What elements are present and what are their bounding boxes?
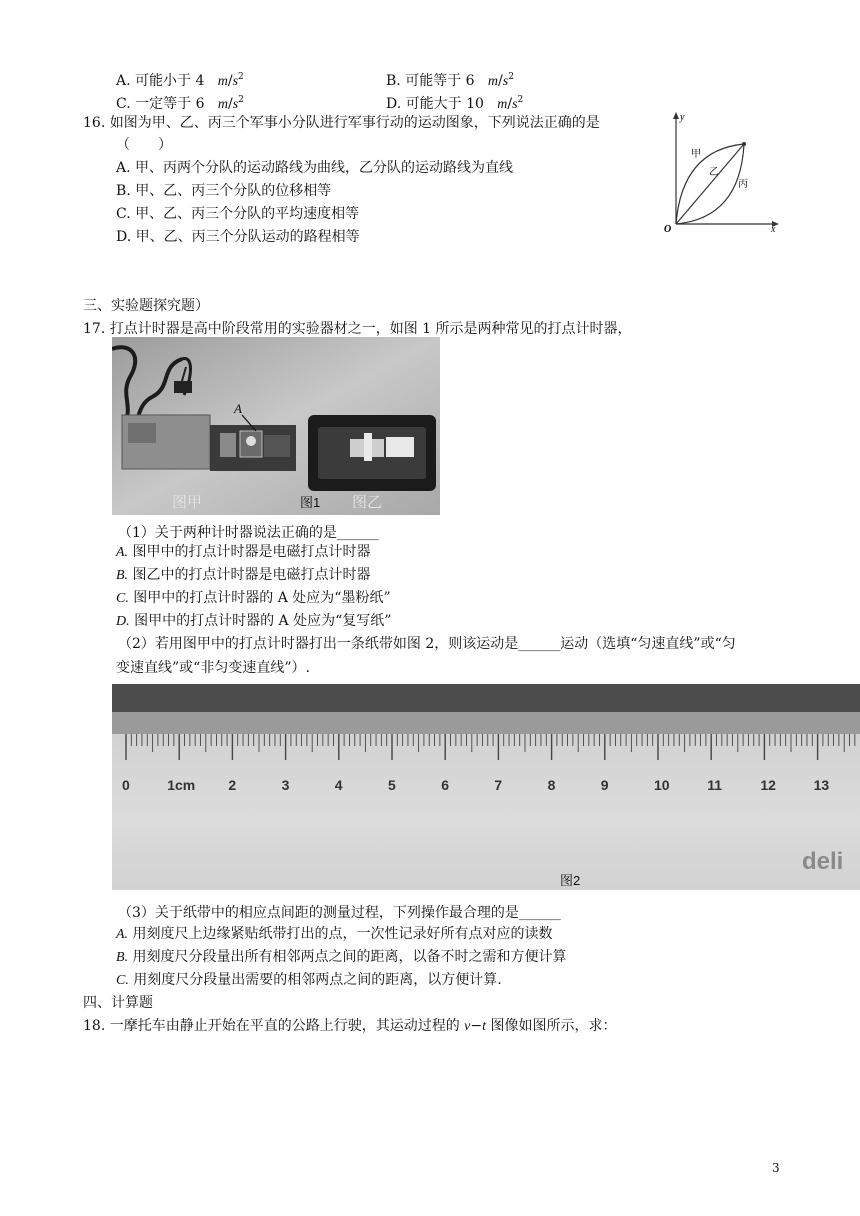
ruler-label: 1cm (167, 777, 196, 793)
q18-stem: 18. 一摩托车由静止开始在平直的公路上行驶，其运动过程的 v−t 图像如图所示，求： (83, 1018, 617, 1034)
t-symbol: t (482, 1019, 487, 1034)
q15-option-d-text: D. 可能大于 10 (386, 96, 484, 112)
origin-label: O (664, 224, 672, 235)
unit-s: s (512, 97, 518, 112)
q16-paren: （ ） (116, 137, 172, 153)
q16-motion-graph (660, 110, 780, 235)
ruler-body (112, 712, 860, 890)
q17-part1-option-d: D. 图甲中的打点计时器的 A 处应为“复写纸” (116, 613, 392, 629)
q17-stem: 17. 打点计时器是高中阶段常用的实验器材之一，如图 1 所示是两种常见的打点计时器， (83, 321, 632, 337)
ruler-label: 9 (600, 777, 609, 793)
ruler-drawing (112, 684, 860, 890)
paper-tape (112, 712, 860, 734)
q15-option-c-text: C. 一定等于 6 (116, 96, 205, 112)
unit-exp: 2 (508, 72, 514, 82)
v-symbol: v (464, 1019, 471, 1034)
ruler-label: 13 (813, 777, 830, 793)
fig2-caption: 图2 (560, 873, 581, 888)
q15-option-a: A. 可能小于 4 $m/s^2$ (116, 72, 244, 89)
q15-option-c: C. 一定等于 6 $m/s^2$ (116, 95, 244, 112)
unit-s: s (232, 97, 239, 112)
figure-1-photo (112, 337, 440, 515)
q17-part2-line1: （2）若用图甲中的打点计时器打出一条纸带如图 2，则该运动是______运动（选填“匀速直线”或“匀 (118, 636, 736, 652)
q17-part1-option-a: A. 图甲中的打点计时器是电磁打点计时器 (116, 544, 371, 560)
q17-part1-option-b: B. 图乙中的打点计时器是电磁打点计时器 (116, 567, 371, 583)
ruler-label: 2 (228, 777, 237, 793)
q16-option-d: D. 甲、乙、丙三个分队运动的路程相等 (116, 229, 360, 245)
section-3-title: 三、实验题探究题） (83, 298, 209, 314)
label-fig-yi: 图乙 (352, 493, 383, 511)
y-axis-label: y (680, 112, 685, 123)
unit-m: m (487, 74, 499, 89)
q16-option-c: C. 甲、乙、丙三个分队的平均速度相等 (116, 206, 360, 222)
unit-m: m (217, 97, 228, 112)
label-bing: 丙 (738, 179, 748, 190)
unit-exp: 2 (517, 95, 524, 105)
q17-part3-option-c: C. 用刻度尺分段量出需要的相邻两点之间的距离，以方便计算. (116, 972, 502, 988)
ruler-label: 8 (547, 777, 556, 793)
ruler-label: 4 (334, 777, 343, 793)
q16-option-a: A. 甲、丙两个分队的运动路线为曲线，乙分队的运动路线为直线 (116, 160, 514, 176)
ruler-label: 10 (654, 777, 670, 793)
ruler-label: 7 (494, 777, 503, 793)
figure-2-ruler-photo (112, 684, 860, 890)
label-fig-jia: 图甲 (172, 493, 203, 511)
x-axis-label: x (771, 224, 776, 235)
unit-exp: 2 (238, 95, 244, 105)
q17-part3-option-b: B. 用刻度尺分段量出所有相邻两点之间的距离，以备不时之需和方便计算 (116, 949, 567, 965)
page-number: 3 (772, 1161, 780, 1175)
ruler-label: 6 (441, 777, 449, 793)
unit-exp: 2 (238, 72, 244, 82)
label-fig1: 图1 (300, 495, 321, 510)
label-a: A (234, 401, 242, 416)
q17-part1-stem: （1）关于两种计时器说法正确的是______ (118, 525, 379, 541)
q15-option-b-text: B. 可能等于 6 (386, 73, 475, 89)
q15-option-a-text: A. 可能小于 4 (116, 73, 205, 89)
y-axis-arrow-icon (673, 112, 679, 119)
q15-option-d: D. 可能大于 10 $m/s^2$ (386, 95, 524, 112)
q17-part3-stem: （3）关于纸带中的相应点间距的测量过程，下列操作最合理的是______ (118, 905, 561, 921)
q17-part1-option-c: C. 图甲中的打点计时器的 A 处应为“墨粉纸” (116, 590, 391, 606)
unit-s: s (502, 74, 509, 89)
q17-part2-line2: 变速直线”或“非匀变速直线”）. (116, 660, 310, 676)
q16-option-b: B. 甲、乙、丙三个分队的位移相等 (116, 183, 332, 199)
ruler-label: 5 (388, 777, 396, 793)
unit-m: m (217, 74, 228, 89)
ruler-label: 0 (122, 777, 130, 793)
deli-logo: deli (802, 848, 844, 875)
label-yi: 乙 (709, 167, 719, 178)
ruler-label: 12 (760, 777, 776, 793)
ruler-label: 3 (281, 777, 290, 793)
timer-photo-drawing (112, 337, 440, 515)
q15-option-b: B. 可能等于 6 $m/s^2$ (386, 72, 514, 89)
line-yi (676, 144, 744, 224)
end-point (742, 142, 746, 146)
unit-m: m (497, 97, 508, 112)
unit-s: s (232, 74, 239, 89)
label-jia: 甲 (691, 149, 701, 160)
q16-stem: 16. 如图为甲、乙、丙三个军事小分队进行军事行动的运动图象，下列说法正确的是 (83, 115, 600, 131)
section-4-title: 四、计算题 (83, 995, 153, 1011)
dash-symbol: − (470, 1018, 483, 1034)
q17-part3-option-a: A. 用刻度尺上边缘紧贴纸带打出的点，一次性记录好所有点对应的读数 (116, 926, 553, 942)
plug-icon (174, 381, 192, 393)
ruler-label: 11 (707, 777, 723, 793)
